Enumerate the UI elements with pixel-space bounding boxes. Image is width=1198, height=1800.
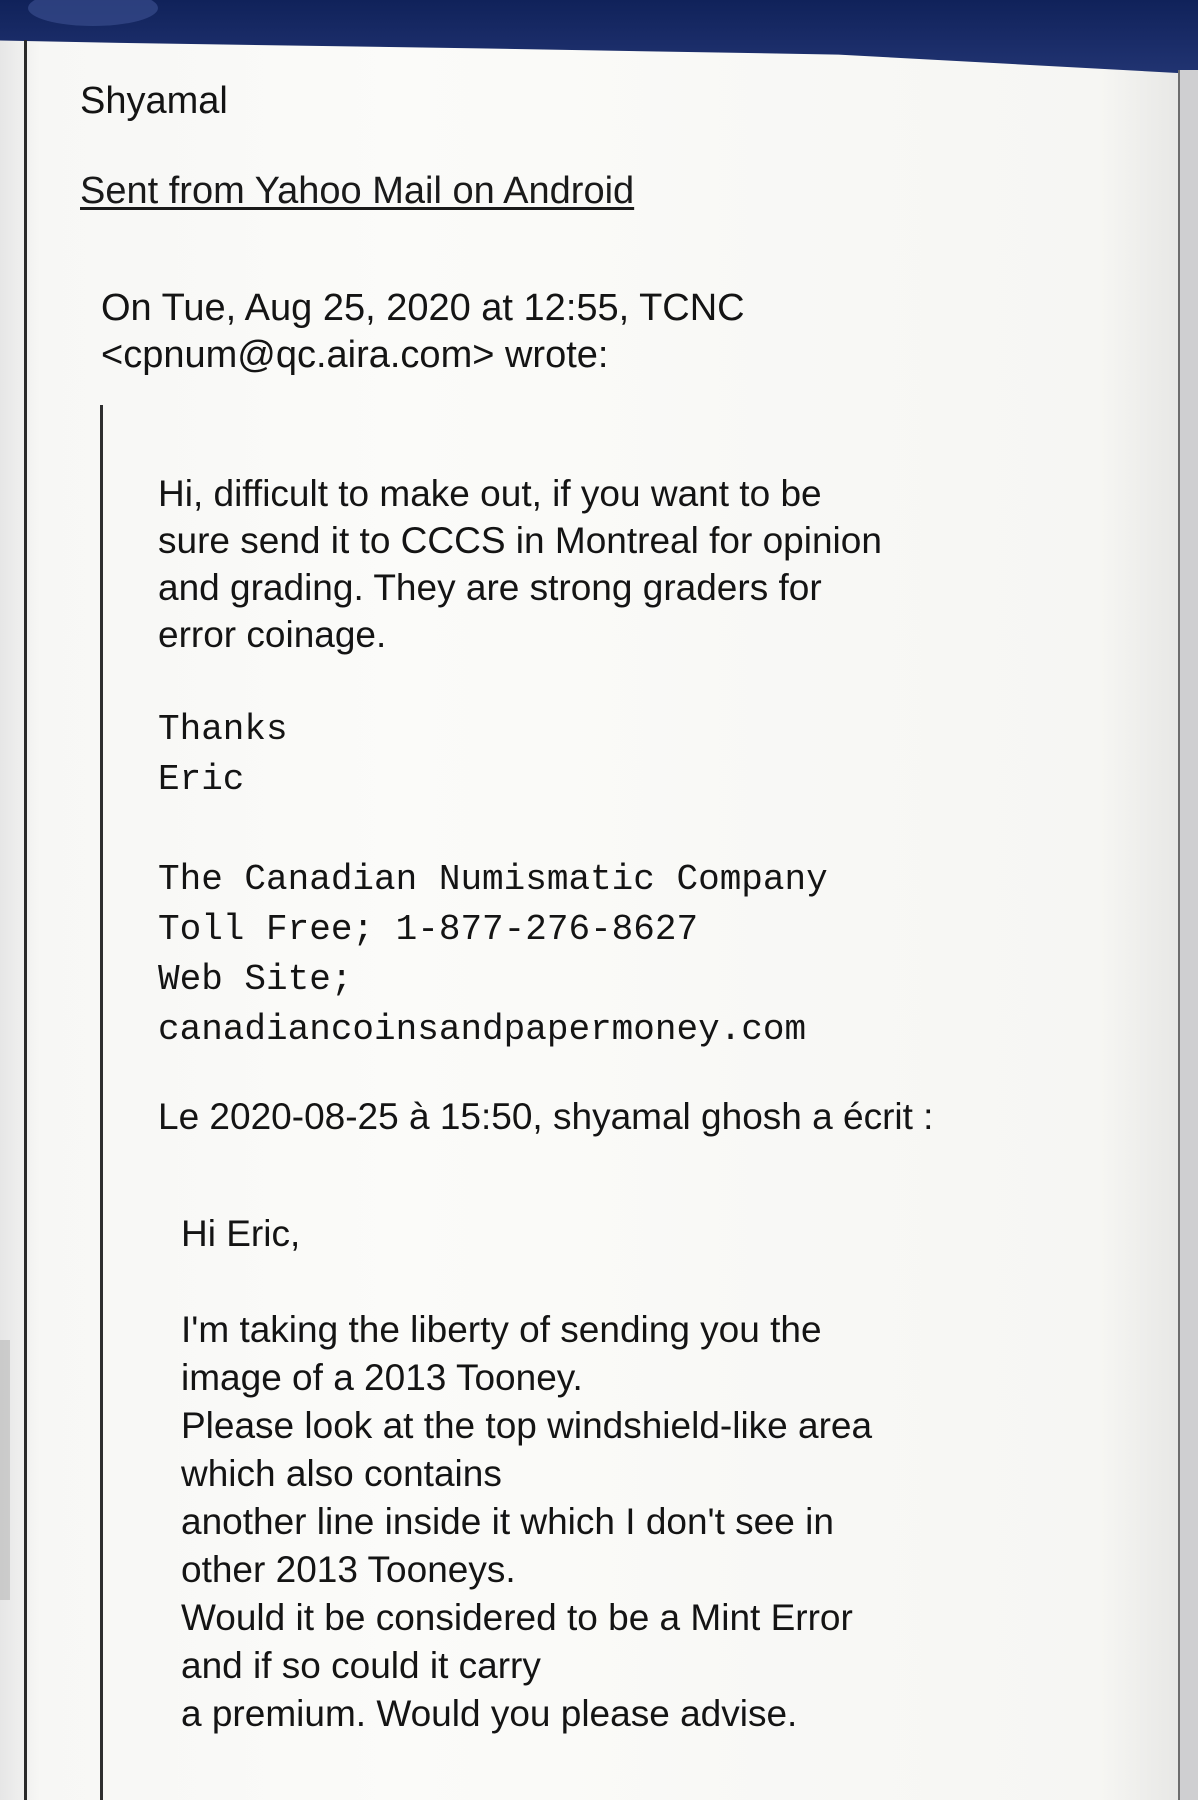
reply-body (158, 470, 882, 658)
reply-line: and grading. They are strong graders for (158, 567, 822, 608)
reply-line: Hi, difficult to make out, if you want to be (158, 473, 822, 514)
yahoo-mail-link[interactable]: Sent from Yahoo Mail on Android (80, 170, 635, 212)
original-line: which also contains (181, 1453, 502, 1494)
signature-website: canadiancoinsandpapermoney.com (158, 1009, 807, 1050)
closing (158, 705, 288, 805)
original-line: Would it be considered to be a Mint Error (181, 1597, 853, 1638)
signature-line: The Canadian Numismatic Company (158, 859, 828, 900)
original-line: and if so could it carry (181, 1645, 541, 1686)
original-header-line2: écrit : (843, 1096, 934, 1137)
original-greeting: Hi Eric, (181, 1213, 301, 1254)
reply-header (101, 285, 745, 379)
closing-line: Thanks (158, 709, 288, 750)
company-signature (158, 855, 828, 1055)
sender-name: Shyamal (80, 80, 228, 122)
scan-smudge (0, 1340, 10, 1600)
reply-header-line2: <cpnum@qc.aira.com> wrote: (101, 334, 609, 376)
closing-line: Eric (158, 759, 245, 800)
original-line: image of a 2013 Tooney. (181, 1357, 583, 1398)
left-page-rule (24, 40, 27, 1800)
original-header-line1: Le 2020-08-25 à 15:50, shyamal ghosh a (158, 1096, 833, 1137)
quote-rule (100, 405, 103, 1800)
original-line: I'm taking the liberty of sending you the (181, 1309, 822, 1350)
signature-line: Toll Free; 1-877-276-8627 (158, 909, 699, 950)
original-line: other 2013 Tooneys. (181, 1549, 516, 1590)
signature-line: Web Site; (158, 959, 353, 1000)
reply-line: error coinage. (158, 614, 387, 655)
right-page-edge (1178, 70, 1180, 1800)
original-message-header (158, 1092, 933, 1142)
original-line: a premium. Would you please advise. (181, 1693, 798, 1734)
reply-line: sure send it to CCCS in Montreal for opinion (158, 520, 882, 561)
reply-header-line1: On Tue, Aug 25, 2020 at 12:55, TCNC (101, 287, 745, 329)
scan-top-band (0, 0, 1198, 78)
right-scan-strip (1180, 70, 1198, 1800)
original-line: Please look at the top windshield-like area (181, 1405, 873, 1446)
original-message-body (181, 1210, 872, 1738)
original-line: another line inside it which I don't see in (181, 1501, 834, 1542)
